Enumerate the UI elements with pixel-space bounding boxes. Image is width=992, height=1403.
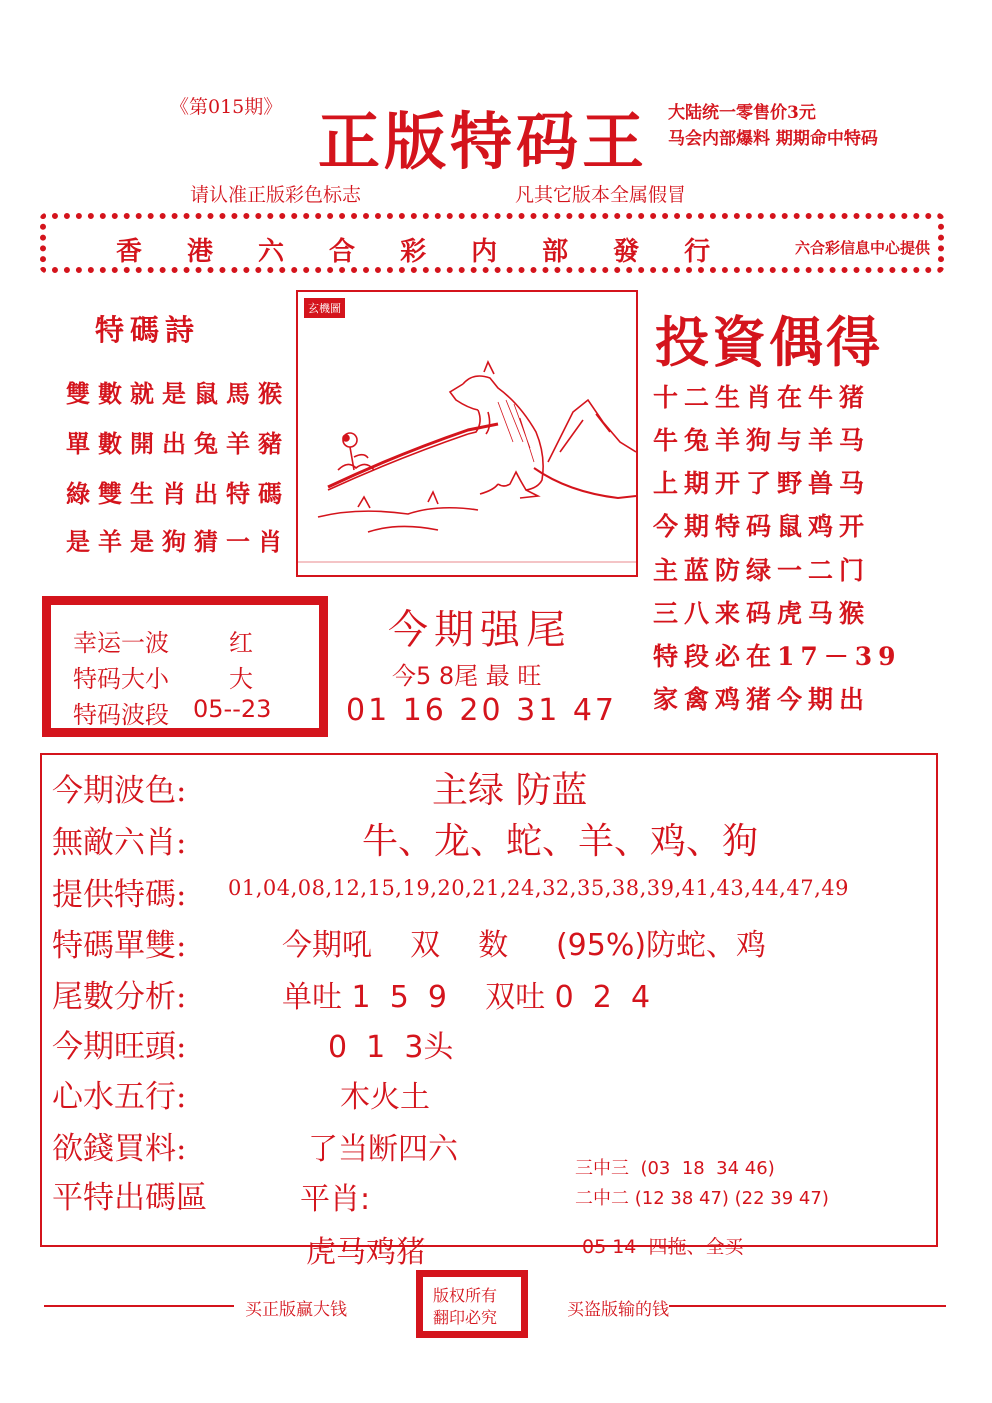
invest-line: 特段必在17－39	[653, 642, 902, 671]
poem-line: 雙數就是鼠馬猴	[66, 379, 290, 408]
banner-char: 部	[542, 237, 569, 267]
codes-value: 01,04,08,12,15,19,20,21,24,32,35,38,39,41,43,44,47,49	[228, 876, 849, 900]
wave-color-value: 主绿 防蓝	[432, 770, 588, 811]
kangaroo-illustration	[298, 292, 636, 575]
three-of-three: 三中三 (03 18 34 46)	[575, 1158, 775, 1179]
invest-title: 投資偶得	[655, 310, 883, 374]
banner-char: 合	[329, 237, 356, 267]
strong-tail-numbers: 01 16 20 31 47	[346, 693, 618, 728]
flat-zodiac-label: 平肖:	[300, 1182, 371, 1217]
poem-title: 特碼詩	[95, 313, 201, 347]
strong-tail-title: 今期强尾	[388, 607, 572, 653]
picture-seal: 玄機圖	[304, 298, 345, 318]
footer-left-text: 买正版赢大钱	[245, 1295, 347, 1320]
banner-char: 行	[684, 237, 711, 267]
lucky-box	[42, 596, 328, 737]
tail-analysis-label: 尾數分析:	[52, 979, 187, 1015]
invest-line: 牛兔羊狗与羊马	[653, 426, 871, 455]
lucky-size-label: 特码大小	[73, 665, 169, 693]
invest-line: 三八来码虎马猴	[653, 599, 871, 628]
banner-note: 六合彩信息中心提供	[794, 239, 930, 257]
copyright-box	[416, 1270, 528, 1338]
codes-label: 提供特碼:	[52, 877, 187, 913]
copyright-line: 版权所有	[433, 1286, 498, 1305]
elements-value: 木火土	[340, 1080, 430, 1115]
poem-line: 綠雙生肖出特碼	[66, 479, 290, 508]
strong-tail-sub: 今5 8尾 最 旺	[392, 662, 542, 690]
banner-char: 發	[613, 237, 640, 267]
banner-char: 内	[471, 237, 498, 267]
odd-even-label: 特碼單雙:	[52, 928, 187, 964]
head-label: 今期旺頭:	[52, 1029, 187, 1065]
money-label: 欲錢買料:	[52, 1131, 187, 1167]
wave-color-label: 今期波色:	[52, 773, 187, 809]
lucky-range-value: 05--23	[193, 695, 272, 723]
issuer-banner	[40, 213, 944, 273]
lucky-wave-value: 红	[229, 629, 253, 657]
issue-number: 《第015期》	[170, 96, 283, 118]
slogan-right: 凡其它版本全属假冒	[515, 184, 687, 206]
mystery-picture	[296, 290, 638, 577]
flat-zodiac-value: 虎马鸡猪	[306, 1235, 426, 1270]
poem-line: 單數開出兔羊豬	[66, 429, 290, 458]
money-value: 了当断四六	[308, 1132, 458, 1167]
tail-analysis-value: 单吐 1 5 9 双吐 0 2 4	[282, 980, 651, 1015]
copyright-line: 翻印必究	[433, 1308, 498, 1327]
poem-line: 是羊是狗猜一肖	[66, 527, 290, 556]
invest-line: 家禽鸡猪今期出	[653, 685, 871, 714]
footer-divider-right	[660, 1305, 946, 1307]
banner-char: 港	[187, 237, 214, 267]
footer-divider-left	[44, 1305, 234, 1307]
leak-note: 马会内部爆料 期期命中特码	[668, 129, 878, 149]
lucky-range-label: 特码波段	[73, 701, 169, 729]
price-note: 大陆统一零售价3元	[668, 103, 816, 123]
flat-code-label: 平特出碼區	[52, 1180, 207, 1216]
elements-label: 心水五行:	[52, 1079, 187, 1115]
page-title: 正版特码王	[318, 105, 649, 178]
odd-even-value: 今期吼 双 数 (95%)防蛇、鸡	[282, 928, 767, 963]
six-zodiac-label: 無敵六肖:	[52, 825, 187, 861]
two-of-two: 二中二 (12 38 47) (22 39 47)	[575, 1188, 829, 1209]
invest-line: 上期开了野兽马	[653, 469, 871, 498]
slogan-left: 请认准正版彩色标志	[190, 184, 362, 206]
banner-char: 彩	[400, 237, 427, 267]
lucky-size-value: 大	[229, 665, 253, 693]
footer-right-text: 买盗版输的钱	[567, 1295, 669, 1320]
banner-chars	[116, 231, 710, 268]
banner-char: 香	[116, 237, 143, 267]
drag-bet: 05 14 四拖、全买	[582, 1236, 744, 1258]
invest-line: 十二生肖在牛猪	[653, 383, 871, 412]
invest-line: 主蓝防绿一二门	[653, 556, 871, 585]
six-zodiac-value: 牛、龙、蛇、羊、鸡、狗	[362, 821, 759, 862]
lucky-wave-label: 幸运一波	[73, 629, 169, 657]
banner-char: 六	[258, 237, 285, 267]
invest-line: 今期特码鼠鸡开	[653, 512, 871, 541]
head-value: 0 1 3头	[328, 1030, 454, 1065]
